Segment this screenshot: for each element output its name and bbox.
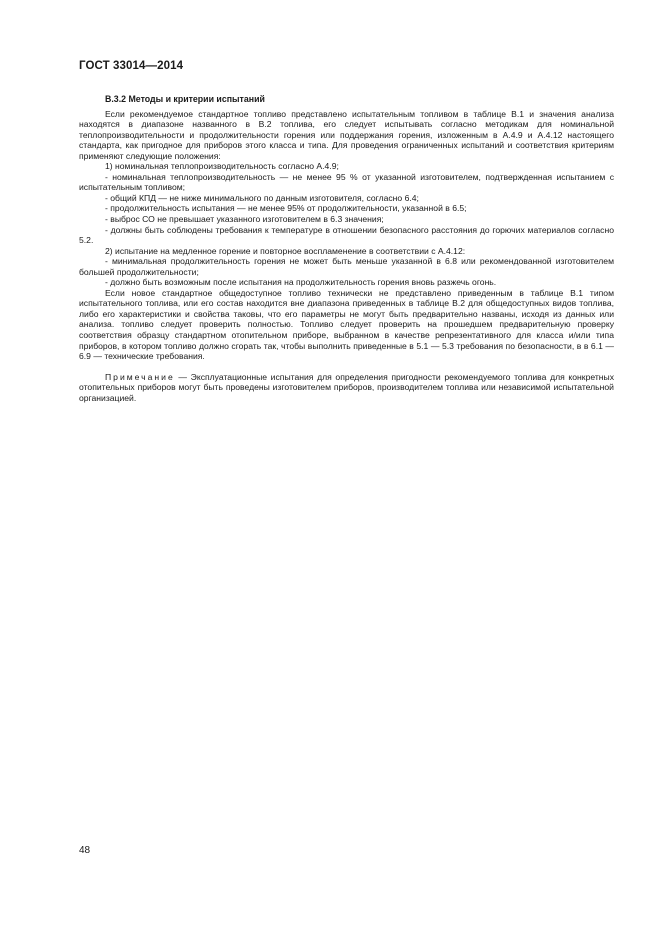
list-item-2: 2) испытание на медленное горение и повторное воспламенение в соответствии с А.4.12:	[105, 245, 466, 256]
list-subitem: - минимальная продолжительность горения не может быть меньше указанной в 6.8 или рекомендованной изготовителем большей продолжительности;	[79, 256, 614, 277]
note-dash: —	[174, 371, 191, 382]
document-body	[79, 94, 614, 412]
list-item-1: 1) номинальная теплопроизводительность согласно А.4.9;	[105, 161, 339, 172]
list-subitem: - общий КПД — не ниже минимального по данным изготовителя, согласно 6.4;	[105, 192, 419, 203]
section-title: В.3.2 Методы и критерии испытаний	[105, 94, 265, 104]
list-subitem: - выброс СО не превышает указанного изготовителем в 6.3 значения;	[105, 214, 384, 225]
note-text: Эксплуатационные испытания для определения пригодности рекомендуемого топлива для конкретных отопительных приборов могут быть проведены изготовителем приборов, производителем топлива или независимой испытательной организацией.	[79, 371, 614, 403]
list-subitem: - должны быть соблюдены требования к температуре в отношении безопасного расстояния до горючих материалов согласно 5.2.	[79, 224, 614, 246]
note-label: Примечание	[105, 371, 175, 382]
page-number: 48	[79, 845, 91, 856]
list-subitem: - должно быть возможным после испытания на продолжительность горения вновь разжечь огонь.	[105, 277, 497, 288]
note	[79, 372, 614, 404]
list-subitem: - продолжительность испытания — не менее 95% от продолжительности, указанной в 6.5;	[105, 203, 467, 214]
paragraph-new-fuel: Если новое стандартное общедоступное топливо технически не представлено приведенным в таблице В.1 типом испытательного топлива, или его состав находится вне диапазона приведенных в таблице В.2 для общедоступных видов топлива, либо его характеристики и свойства таковы, что его параметры не могут быть предварительно названы, исходя из данных или анализа. топливо следует проверить полностью. Топливо следует проверить на прошедшем предварительную проверку соответствия образцу стандартном отопительном приборе, выбранном в качестве репрезентативного для класса и/или типа приборов, в котором топливо должно сгорать так, чтобы выполнить приведенные в 5.1 — 5.3 требования по безопасности, в в 6.1 — 6.9 — технические требования.	[79, 287, 614, 362]
document-header: ГОСТ 33014—2014	[79, 60, 184, 72]
paragraph-intro: Если рекомендуемое стандартное топливо представлено испытательным топливом в таблице В.1 и значения анализа находятся в диапазоне названного в В.2 топлива, его следует испытывать согласно методикам для номинальной теплопроизводительности и продолжительности горения или поддержания горения, изложенным в А.4.9 и А.4.12 настоящего стандарта, как пригодное для приборов этого класса и типа. Для проведения ограниченных испытаний и соответствия критериям применяют следующие положения:	[79, 108, 614, 161]
list-subitem: - номинальная теплопроизводительность — не менее 95 % от указанной изготовителем, подтвержденная испытанием с испытательным топливом;	[79, 171, 614, 193]
